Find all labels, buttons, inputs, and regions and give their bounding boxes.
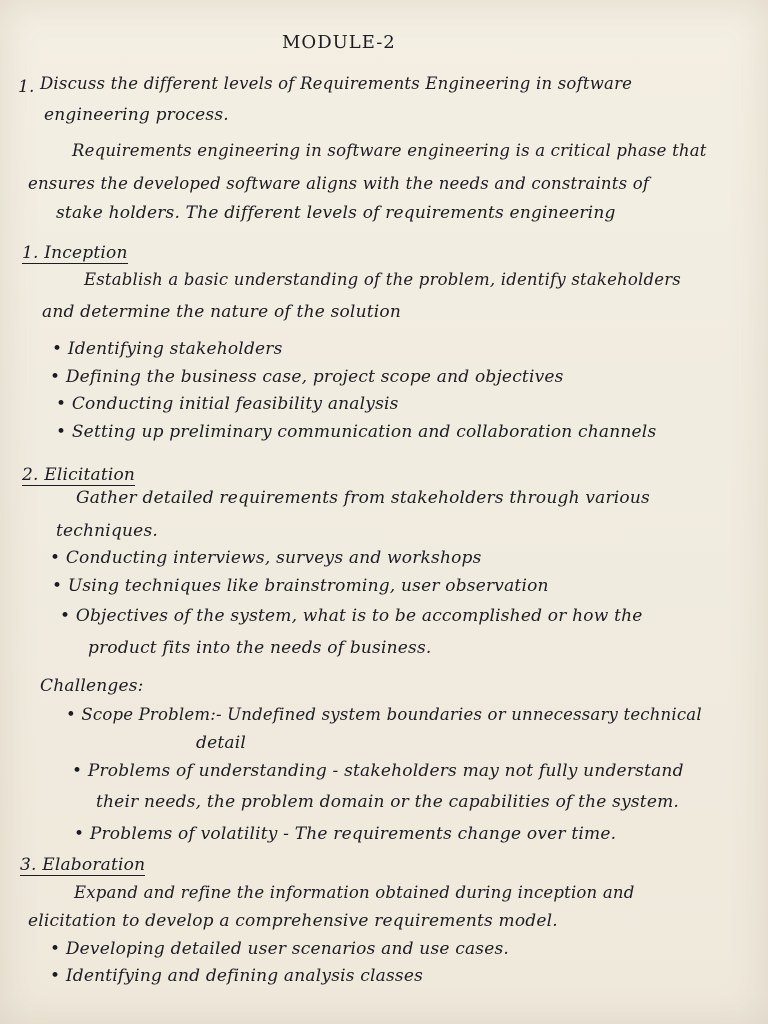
elaboration-desc-2: elicitation to develop a comprehensive requirements model. (28, 911, 558, 931)
elicitation-bullet: • Conducting interviews, surveys and workshops (50, 548, 482, 568)
elaboration-bullet: • Developing detailed user scenarios and use cases. (50, 939, 509, 959)
inception-bullet: • Defining the business case, project scope and objectives (50, 367, 564, 387)
inception-desc-2: and determine the nature of the solution (42, 302, 401, 322)
challenge-item: • Problems of volatility - The requirements change over time. (74, 824, 617, 844)
elicitation-desc-1: Gather detailed requirements from stakeholders through various (76, 488, 650, 508)
elaboration-bullet: • Identifying and defining analysis classes (50, 966, 424, 986)
challenge-item-continuation: detail (196, 733, 246, 753)
elicitation-desc-2: techniques. (56, 521, 158, 541)
elicitation-bullet-continuation: product fits into the needs of business. (88, 638, 432, 658)
question-line-1: Discuss the different levels of Requirements Engineering in software (40, 74, 633, 93)
module-title: MODULE-2 (282, 32, 396, 53)
intro-line-1: Requirements engineering in software engineering is a critical phase that (72, 141, 707, 160)
challenge-item: • Scope Problem:- Undefined system boundaries or unnecessary technical (66, 705, 702, 724)
inception-bullet: • Setting up preliminary communication and collaboration channels (56, 422, 657, 442)
question-number: 1. (18, 77, 35, 97)
intro-line-3: stake holders. The different levels of requirements engineering (56, 203, 616, 223)
challenges-label: Challenges: (40, 676, 144, 696)
intro-line-2: ensures the developed software aligns with the needs and constraints of (28, 174, 650, 193)
elaboration-desc-1: Expand and refine the information obtained during inception and (74, 883, 635, 902)
inception-heading: 1. Inception (22, 243, 128, 263)
elicitation-bullet: • Using techniques like brainstroming, user observation (52, 576, 549, 596)
challenge-item: • Problems of understanding - stakeholders may not fully understand (72, 761, 684, 781)
question-line-2: engineering process. (44, 105, 229, 125)
inception-desc-1: Establish a basic understanding of the problem, identify stakeholders (84, 270, 681, 289)
inception-bullet: • Identifying stakeholders (52, 339, 283, 359)
elicitation-bullet: • Objectives of the system, what is to be accomplished or how the (60, 606, 643, 626)
inception-bullet: • Conducting initial feasibility analysis (56, 394, 399, 414)
elaboration-heading: 3. Elaboration (20, 855, 146, 875)
challenge-item-continuation: their needs, the problem domain or the capabilities of the system. (96, 792, 680, 812)
elicitation-heading: 2. Elicitation (22, 465, 136, 485)
